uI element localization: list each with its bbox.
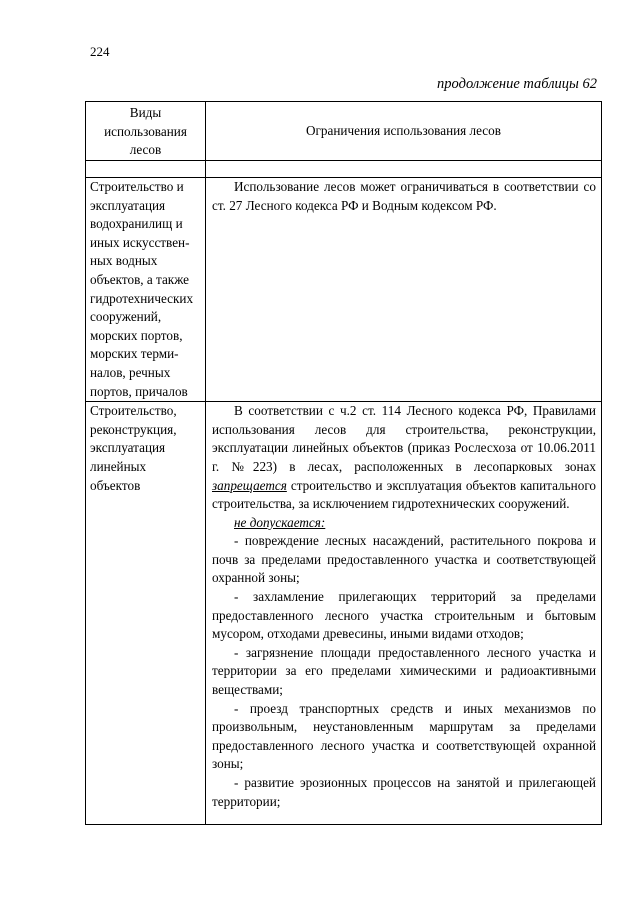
table-header-row [86,102,602,161]
use-type-line: налов, речных [90,364,171,380]
use-type-line: эксплуатация [90,440,166,456]
use-type-line: сооружений, [90,309,162,325]
table-continuation-caption: продолжение таблицы 62 [437,76,597,92]
use-type-line: иных искусствен- [90,234,190,250]
use-type-line: гидротехнических [90,290,194,306]
table-row [86,402,602,825]
use-type-line: объектов [90,477,141,493]
restriction-paragraph: Использование лесов может ограничиваться в соответствии со ст. 27 Лесного кодекса РФ и Водным кодексом РФ. [212,179,596,213]
restriction-cell [206,178,602,402]
table-spacer-row [86,161,602,178]
restriction-intro-paragraph [212,402,596,514]
forest-use-restrictions-table [85,101,602,825]
use-type-line: эксплуатация [90,197,166,213]
header-line: использования [104,123,187,139]
use-type-line: водохранилищ и [90,216,183,232]
not-allowed-label: не допускается: [234,514,326,530]
not-allowed-heading [212,514,596,533]
intro-text: строительство и эксплуатация объектов капитального строительства, за исключением гидротехнических сооружений. [212,477,596,512]
use-type-line: Строительство, [90,403,177,419]
use-type-line: морских портов, [90,327,183,343]
prohibited-emphasis: запрещается [212,477,287,493]
spacer-cell [86,161,206,178]
use-type-line: линейных [90,458,147,474]
intro-text: В соответствии с ч.2 ст. 114 Лесного кодекса РФ, Правилами использования лесов для строительства, реконструкции, эксплуатации линейных объектов (приказ Рослесхоза от 10.06.2011 г. №223) в лесах, расположенных в лесопарковых зонах [212,403,596,474]
spacer-cell [206,161,602,178]
use-type-line: объектов, а также [90,271,190,287]
use-type-line: реконструкция, [90,421,177,437]
page-number: 224 [90,44,110,59]
header-cell-restrictions: Ограничения использования лесов [206,102,602,161]
use-type-cell [86,402,206,825]
restriction-list-item: - проезд транспортных средств и иных механизмов по произвольным, неустановленным маршрутам за пределами предоставленного лесного участка и соответствующей охранной зоны; [212,700,596,772]
header-line: Виды [129,105,162,121]
table-row [86,178,602,402]
restriction-list-item: - захламление прилегающих территорий за пределами предоставленного лесного участка строительным и бытовым мусором, отходами древесины, иными видами отходов; [212,589,596,642]
use-type-line: портов, причалов [90,383,188,399]
restriction-cell [206,402,602,825]
restriction-list-item: - повреждение лесных насаждений, растительного покрова и почв за пределами предоставленного участка и соответствующей охранной зоны; [212,533,596,586]
header-cell-use-types [86,102,206,161]
restriction-list-item: - загрязнение площади предоставленного лесного участка и территории за его пределами химическими и радиоактивными веществами; [212,644,596,698]
restriction-list-item: - развитие эрозионных процессов на занятой и прилегающей территории; [212,775,596,809]
use-type-line: ных водных [90,253,158,269]
use-type-line: Строительство и [90,179,184,194]
use-type-line: морских терми- [90,346,179,362]
header-line: лесов [129,142,162,158]
use-type-cell [86,178,206,402]
